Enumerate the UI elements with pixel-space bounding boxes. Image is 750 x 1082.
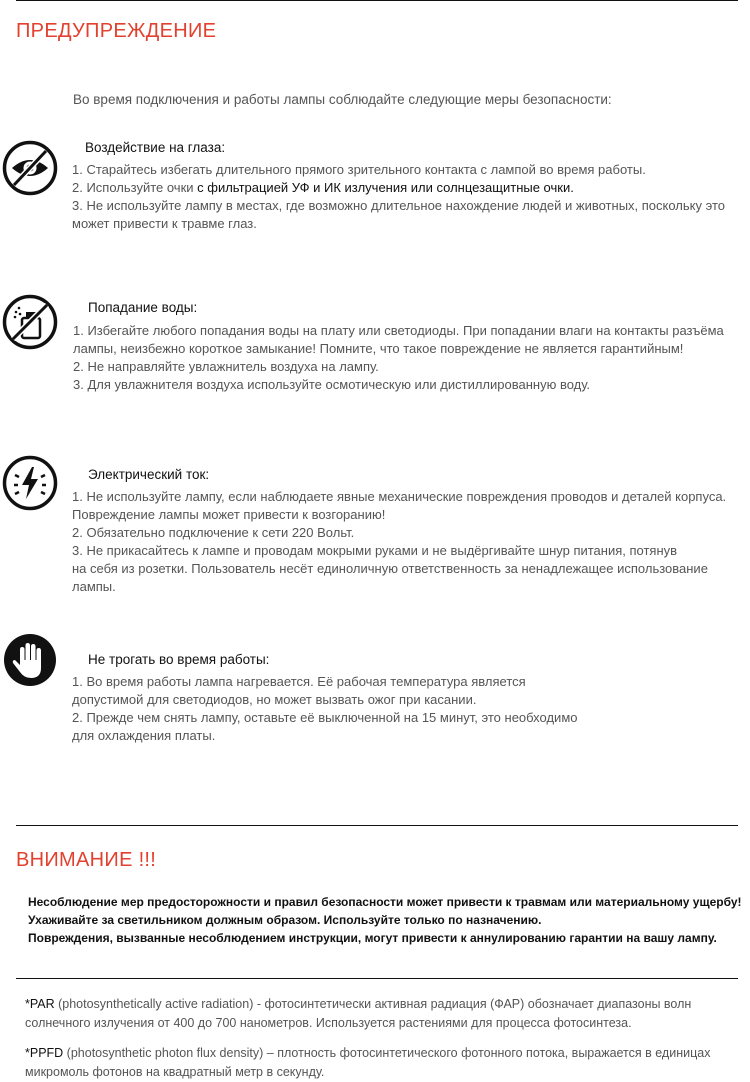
section-touch-line: для охлаждения платы. <box>72 728 216 743</box>
hand-stop-icon <box>2 632 58 688</box>
section-electric-line: 3. Не прикасайтесь к лампе и проводам мокрыми руками и не выдёргивайте шнур питания, потянув <box>72 543 678 558</box>
attention-line: Повреждения, вызванные несоблюдением инструкции, могут привести к аннулированию гарантии на вашу лампу. <box>28 931 717 945</box>
page-title: ПРЕДУПРЕЖДЕНИЕ <box>16 20 217 42</box>
footnote-ppfd-line <box>25 1044 710 1063</box>
section-electric-line: 2. Обязательно подключение к сети 220 Вольт. <box>72 525 355 540</box>
footnote-par <box>25 995 691 1033</box>
section-touch-body <box>72 673 577 745</box>
section-electric-line: на себя из розетки. Пользователь несёт единоличную ответственность за ненадлежащее использование <box>72 561 708 576</box>
section-water-title: Попадание воды: <box>88 300 198 315</box>
footnote-par-line <box>25 995 691 1014</box>
section-electric-line: Повреждение лампы может привести к возгоранию! <box>72 507 386 522</box>
section-eyes-line: 3. Не используйте лампу в местах, где возможно длительное нахождение людей и животных, поскольку это <box>72 198 725 213</box>
no-spray-icon <box>2 294 58 350</box>
section-water-line: 2. Не направляйте увлажнитель воздуха на лампу. <box>73 359 379 374</box>
electric-shock-icon <box>2 455 58 511</box>
section-eyes-line: может привести к травме глаз. <box>72 216 257 231</box>
footnote-ppfd-term: *PPFD <box>25 1046 64 1060</box>
section-electric-title: Электрический ток: <box>88 467 210 482</box>
attention-line: Ухаживайте за светильником должным образом. Используйте только по назначению. <box>28 913 542 927</box>
section-electric-line: 1. Не используйте лампу, если наблюдаете явные механические повреждения проводов и деталей корпуса. <box>72 489 727 504</box>
section-eyes-line <box>72 179 725 197</box>
section-water-line: лампы, неизбежно короткое замыкание! Помните, что такое повреждение не является гарантийным! <box>73 341 684 356</box>
attention-text <box>28 893 742 947</box>
footnote-par-text: (photosynthetically active radiation) - фотосинтетически активная радиация (ФАР) обозначает диапазоны волн <box>54 997 692 1011</box>
section-electric-line: лампы. <box>72 579 116 594</box>
section-touch-line: 1. Во время работы лампа нагревается. Её рабочая температура является <box>72 674 526 689</box>
section-touch-title: Не трогать во время работы: <box>88 652 270 667</box>
section-eyes-title: Воздействие на глаза: <box>85 140 226 155</box>
section-water-body <box>73 322 724 394</box>
footnote-par-term: *PAR <box>25 997 55 1011</box>
section-electric-body <box>72 488 726 596</box>
section-eyes-body <box>72 161 725 233</box>
attention-title: ВНИМАНИЕ !!! <box>16 849 157 871</box>
footnote-ppfd-text: (photosynthetic photon flux density) – плотность фотосинтетического фотонного потока, выражается в единицах <box>63 1046 711 1060</box>
divider-footnotes <box>16 978 738 979</box>
eye-crossed-icon <box>2 140 58 196</box>
footnote-ppfd-line: микромоль фотонов на квадратный метр в секунду. <box>25 1065 325 1079</box>
section-water-line: 1. Избегайте любого попадания воды на плату или светодиоды. При попадании влаги на контакты разъёма <box>73 323 724 338</box>
section-eyes-line: 1. Старайтесь избегать длительного прямого зрительного контакта с лампой во время работы. <box>72 162 646 177</box>
footnote-par-line: солнечного излучения от 400 до 700 нанометров. Используется растениями для процесса фотосинтеза. <box>25 1016 632 1030</box>
intro-text: Во время подключения и работы лампы соблюдайте следующие меры безопасности: <box>73 92 612 107</box>
section-eyes-line-text: 2. Используйте очки <box>72 180 198 195</box>
divider-attention <box>16 825 738 826</box>
attention-line: Несоблюдение мер предосторожности и правил безопасности может привести к травмам или материальному ущербу! <box>28 895 742 909</box>
section-touch-line: допустимой для светодиодов, но может вызвать ожог при касании. <box>72 692 477 707</box>
section-touch-line: 2. Прежде чем снять лампу, оставьте её выключенной на 15 минут, это необходимо <box>72 710 578 725</box>
section-eyes-emphasis: с фильтрацией УФ и ИК излучения или солнцезащитные очки. <box>197 180 574 195</box>
top-divider <box>16 0 738 1</box>
section-water-line: 3. Для увлажнителя воздуха используйте осмотическую или дистиллированную воду. <box>73 377 591 392</box>
footnote-ppfd <box>25 1044 710 1082</box>
